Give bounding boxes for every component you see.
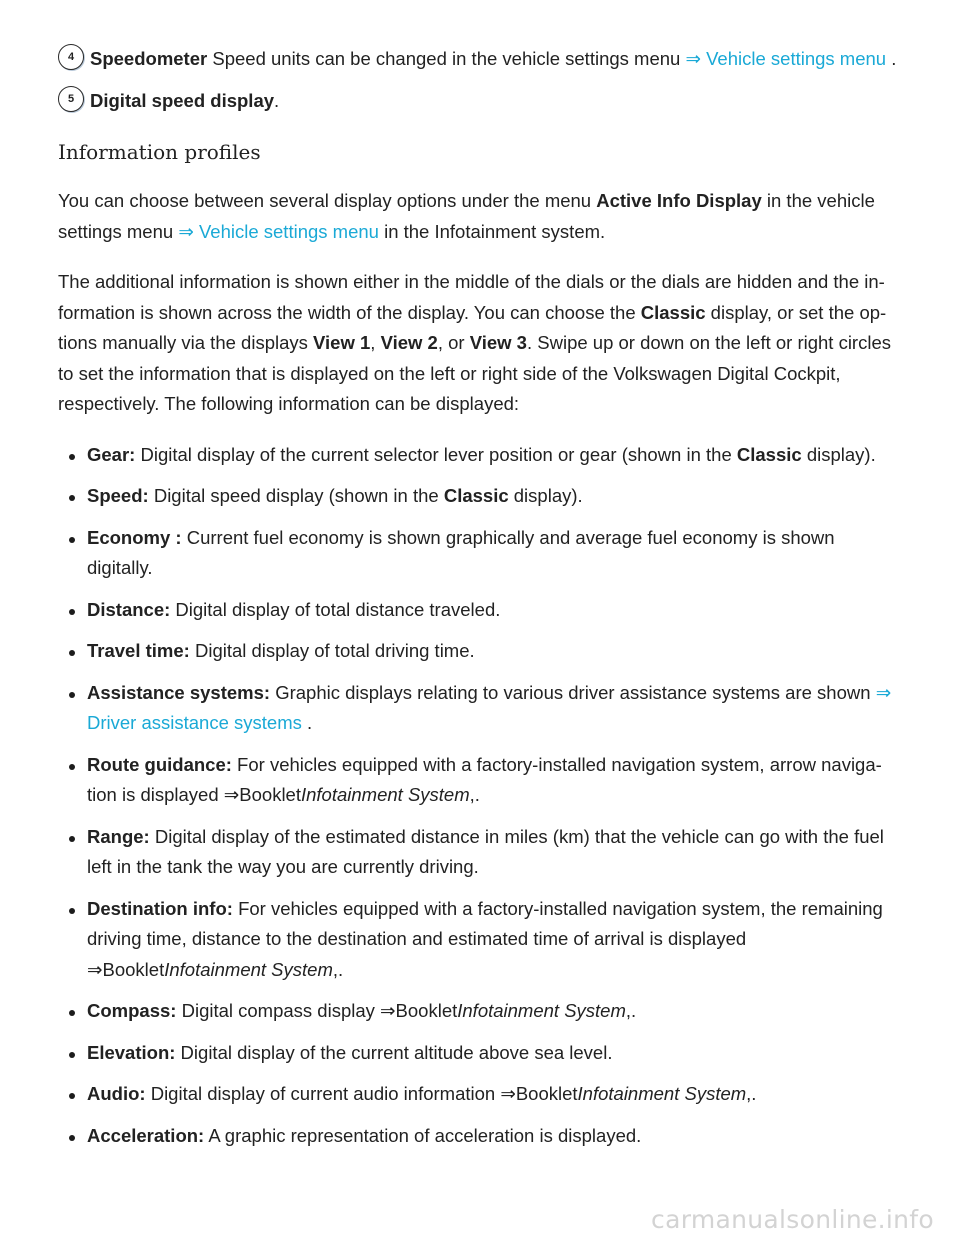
list-item-travel-time: Travel time: Digital display of total driving time. (58, 636, 903, 667)
callout-text: Speed units can be changed in the vehicle settings menu (207, 48, 686, 69)
details-paragraph: The additional information is shown either in the middle of the dials or the dials are hidden and the information is shown across the width of the display. You can choose the Classic display, or set the options manually via the displays View 1, View 2, or View 3. Swipe up or down on the left or right circles to set the information that is displayed on the left or right side of the Volkswagen Digital Cockpit, respectively. The following information can be displayed: (58, 271, 891, 414)
list-item-speed: Speed: Digital speed display (shown in the Classic display). (58, 481, 903, 512)
list-item-gear: Gear: Digital display of the current selector lever position or gear (shown in the Classic display). (58, 440, 903, 471)
list-item-audio: Audio: Digital display of current audio information ⇒BookletInfotainment System,. (58, 1079, 903, 1110)
list-item-distance: Distance: Digital display of total distance traveled. (58, 595, 903, 626)
manual-page-content (58, 44, 903, 1162)
callout-number-badge: 4 (58, 44, 84, 70)
callout-number-badge: 5 (58, 86, 84, 112)
intro-paragraph: You can choose between several display options under the menu Active Info Display in the vehicle settings menu ⇒ Vehicle settings menu in the Infotainment system. (58, 190, 875, 242)
list-item-economy: Economy : Current fuel economy is shown graphically and average fuel economy is shown digitally. (58, 523, 903, 584)
list-item-range: Range: Digital display of the estimated distance in miles (km) that the vehicle can go with the fuel left in the tank the way you are currently driving. (58, 822, 903, 883)
list-item-compass: Compass: Digital compass display ⇒BookletInfotainment System,. (58, 996, 903, 1027)
callout-title: Speedometer (90, 48, 208, 69)
list-item-elevation: Elevation: Digital display of the current altitude above sea level. (58, 1038, 903, 1069)
vehicle-settings-menu-link[interactable]: ⇒ Vehicle settings menu (685, 48, 887, 69)
vehicle-settings-menu-link[interactable]: ⇒ Vehicle settings menu (178, 220, 379, 242)
watermark: carmanualsonline.info (651, 1205, 934, 1234)
callout-title: Digital speed display (90, 90, 275, 111)
info-options-list (58, 440, 903, 1152)
driver-assistance-link[interactable]: ⇒ Driver assistance systems (87, 681, 892, 733)
callout-speedometer: 4 Speedometer Speed units can be changed in the vehicle settings menu ⇒ Vehicle settings menu . (58, 44, 903, 74)
list-item-acceleration: Acceleration: A graphic representation of acceleration is displayed. (58, 1121, 903, 1152)
list-item-assistance: Assistance systems: Graphic displays relating to various driver assistance systems are shown ⇒ Driver assistance systems . (58, 678, 903, 739)
list-item-destination: Destination info: For vehicles equipped with a factory-installed navigation system, the remaining driving time, distance to the destination and estimated time of arrival is displayed ⇒BookletInfotainment System,. (58, 894, 903, 986)
list-item-route-guidance: Route guidance: For vehicles equipped with a factory-installed navigation system, arrow navigation is displayed ⇒BookletInfotainment System,. (58, 750, 903, 811)
callout-digital-speed: 5 Digital speed display. (58, 86, 903, 116)
section-heading: Information profiles (58, 140, 261, 164)
